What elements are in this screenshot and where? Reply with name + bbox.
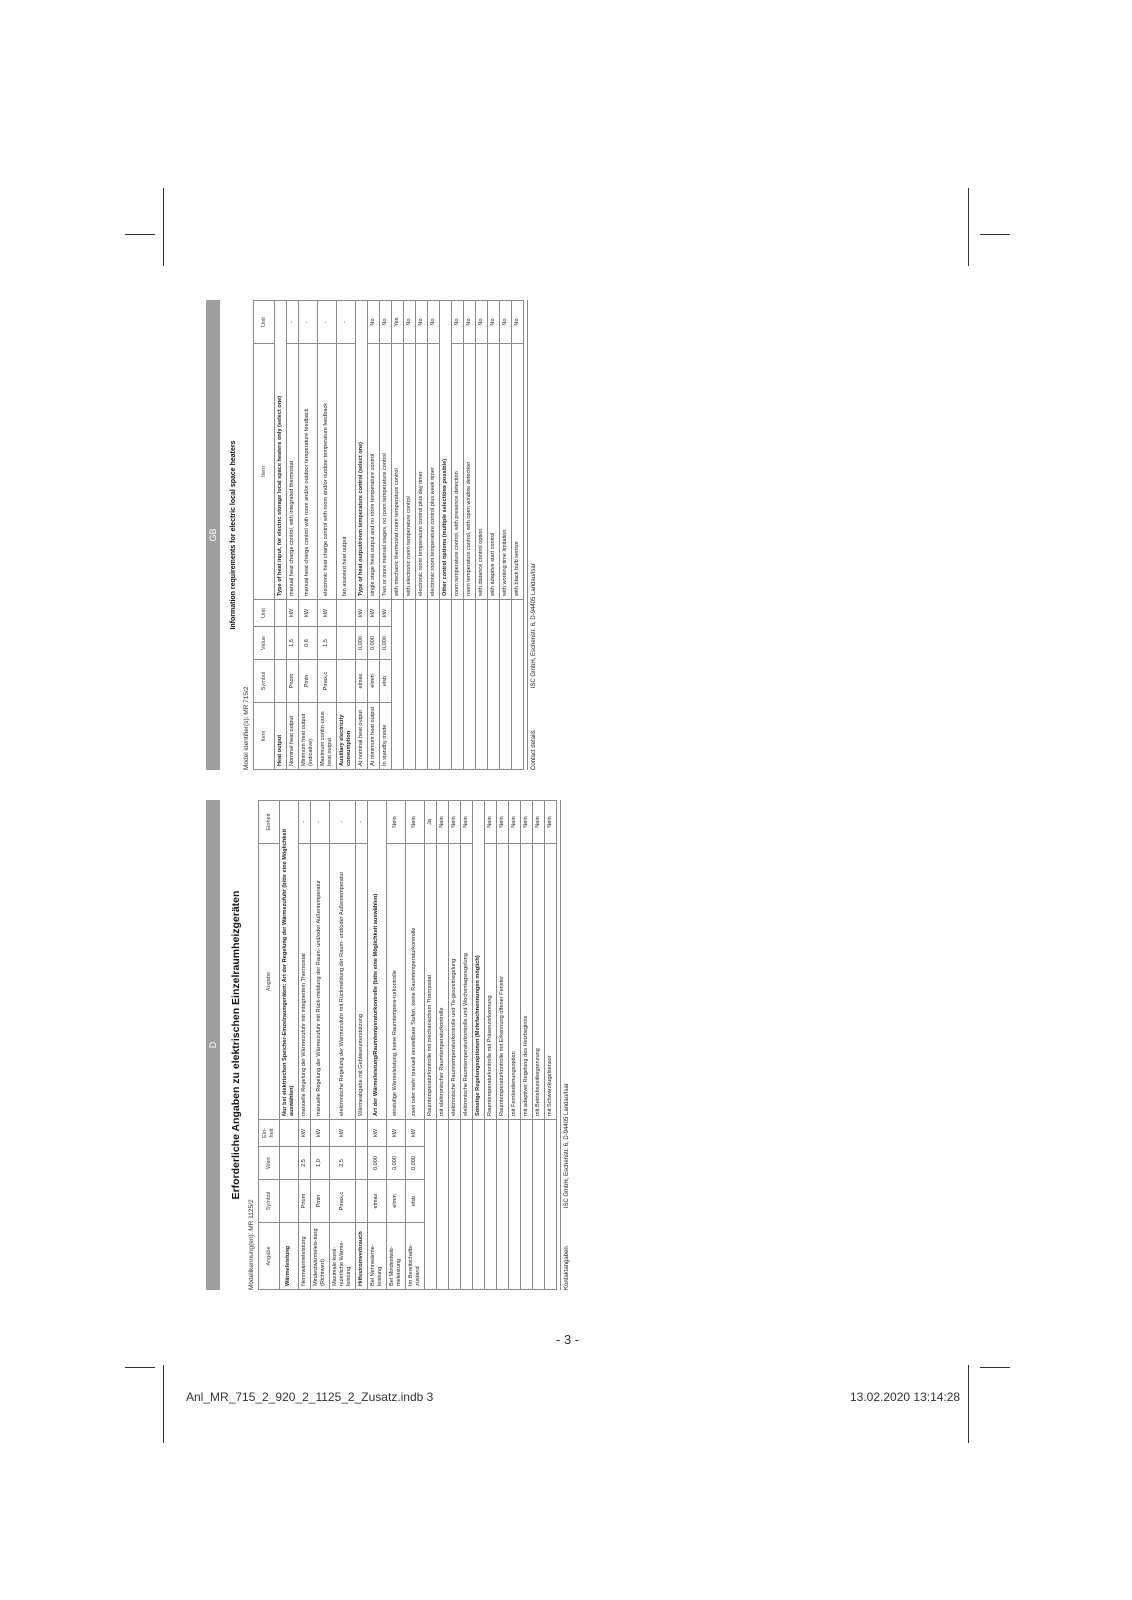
table-row [460,801,472,1290]
crop-mark [968,188,969,266]
row-answer: - [355,801,367,844]
row-option: einstufige Wärmeleistung, keine Raumtempera-turkontrolle [386,844,405,1120]
row-symbol: elmax [367,1180,386,1223]
german-section [206,800,896,1290]
row-value: 0,000 [367,1147,386,1180]
section-type: Type of heat output/room temperature control (select one) [355,301,367,600]
row-label: Minimum heat output (indicative) [298,703,317,770]
row-value: 2,5 [298,1147,310,1180]
row-option: zwei oder mehr manuell einstellbare Stufen, keine Raumtemperaturkontrolle [405,844,424,1120]
contact-label: Kontaktangaben [563,1246,570,1290]
header-angabe: Angabe [259,1223,280,1290]
row-answer: Nein [520,801,532,844]
row-unit: kW [386,1120,405,1147]
row-answer: No [499,301,511,344]
row-unit: kW [286,600,298,627]
row-answer: - [317,301,336,344]
table-row [355,301,367,770]
row-option: fan assisted heat output [336,344,355,600]
row-value: 2,5 [329,1147,355,1180]
row-option: electronic heat charge control with room and/or outdoor temperature feedback [317,344,336,600]
row-value: 0,000 [367,627,379,660]
row-option: Two or more manual stages, no room temperature control [379,344,391,600]
row-option: electronic room temperature control plus week timer [427,344,439,600]
english-section [206,300,896,770]
table-row [475,301,487,770]
german-table [258,800,557,1290]
section-heat: Wärmeleistung [280,1223,299,1290]
english-title: Information requirements for electric local space heaters [230,440,237,630]
row-answer: Nein [460,801,472,844]
row-option: with electronic room temperature control [403,344,415,600]
german-contact [560,800,570,1290]
row-label: Nennwärmeleistung [298,1223,310,1290]
row-answer: No [427,301,439,344]
table-row [484,801,496,1290]
table-row [386,801,405,1290]
row-symbol: Pmax,c [317,660,336,703]
row-answer: Ja [424,801,436,844]
row-answer: Nein [436,801,448,844]
row-label: At minimum heat output [367,703,379,770]
table-row [544,801,556,1290]
row-answer: Nein [532,801,544,844]
row-unit: kW [298,600,317,627]
row-label: Maximum contin-uous heat output [317,703,336,770]
row-answer: - [336,301,355,344]
row-option: single stage heat output and no room temperature control [367,344,379,600]
row-option: mit elektronischer Raumtemperaturkontrolle [436,844,448,1120]
row-symbol: Pmin [298,660,317,703]
row-unit: kW [367,1120,386,1147]
row-symbol: elmax [355,660,367,703]
crop-mark [125,234,155,235]
german-band: D [206,800,220,1290]
row-option: with black bulb sensor [511,344,523,600]
row-option: with working time limitation [499,344,511,600]
table-row [499,301,511,770]
row-label: Bei Nennwärme-leistung [367,1223,386,1290]
table-row [355,801,367,1290]
header-item: Item [254,703,275,770]
row-option: manuelle Regelung der Wärmezufuhr mit Rück-meldung der Raum- und/oder Außentemperatur [310,844,329,1120]
table-row [532,801,544,1290]
row-option: mit Betriebszeitbegrenzung [532,844,544,1120]
section-other: Sonstige Regelungsoptionen (Mehrfachnennungen möglich) [472,801,484,1120]
row-unit: kW [355,600,367,627]
table-row [463,301,475,770]
row-answer: - [329,801,355,844]
table-row [310,801,329,1290]
row-symbol: elmin [367,660,379,703]
section-type: Art der Wärmeleistung/Raumtemperaturkontrolle (bitte eine Möglichkeit auswählen) [367,801,386,1120]
section-aux: Auxiliary electricity consumption [336,703,355,770]
row-unit: kW [367,600,379,627]
row-answer: Nein [386,801,405,844]
english-contact [527,300,537,770]
row-label: Mindestwärmeleis-tung (Richtwert) [310,1223,329,1290]
row-symbol: elsb [405,1180,424,1223]
row-option: manual heat charge control with room and/or outdoor temperature feedback [298,344,317,600]
row-unit: kW [298,1120,310,1147]
row-answer: No [379,301,391,344]
table-row [367,801,386,1290]
contact-value: ISC GmbH, Eschenstr. 6, D-94405 Landau/Isar [563,1083,570,1209]
row-value: 0,000 [405,1147,424,1180]
table-row [367,301,379,770]
table-row [403,301,415,770]
row-label: Nominal heat output [286,703,298,770]
header-einheit-short: Ein- heit [259,1120,280,1147]
row-answer: Nein [496,801,508,844]
row-label: Bei Mindestwär-meleistung [386,1223,405,1290]
row-option: with distance control option [475,344,487,600]
row-value: 0,6 [298,627,317,660]
header-einheit: Einheit [259,801,280,844]
row-option: elektronische Raumtemperaturkontrolle und Ta-geszeitregelung [448,844,460,1120]
row-answer: No [463,301,475,344]
row-symbol: Pnom [286,660,298,703]
table-row [415,301,427,770]
table-row [436,801,448,1290]
table-row [298,301,317,770]
row-value: 0,000 [379,627,391,660]
row-answer: Nein [484,801,496,844]
row-unit: kW [405,1120,424,1147]
section-heat-input: Type of heat input, for electric storage local space heaters only (select one) [275,301,287,600]
row-symbol: Pmax,c [329,1180,355,1223]
row-option: Raumtemperaturkontrolle mit mechanischem Thermostat [424,844,436,1120]
section-aux: Hilfsstromverbrauch [355,1223,367,1290]
table-row [424,801,436,1290]
row-answer: No [511,301,523,344]
section-other: Other control options (multiple selections possible) [439,301,451,600]
section-heat: Heat output [275,703,287,770]
row-answer: - [286,301,298,344]
english-band: GB [206,300,220,770]
header-symbol: Symbol [259,1180,280,1223]
table-row [427,301,439,770]
contact-label: Contact details [530,730,537,770]
row-answer: Nein [405,801,424,844]
table-row [448,801,460,1290]
row-option: mit Schwarzkugelsensor [544,844,556,1120]
row-option: with adaptive start control [487,344,499,600]
table-row [405,801,424,1290]
table-row [317,301,336,770]
row-unit: kW [379,600,391,627]
row-answer: - [298,801,310,844]
row-answer: No [415,301,427,344]
row-option: electronic room temperature control plus day timer [415,344,427,600]
footer-filename: Anl_MR_715_2_920_2_1125_2_Zusatz.indb 3 [186,1390,434,1404]
header-unit2: Unit [254,301,275,344]
row-option: elektronische Regelung der Wärmezufuhr mit Rückmeldung der Raum- und/oder Außentemperatur [329,844,355,1120]
row-answer: Nein [544,801,556,844]
crop-mark [980,1367,1010,1368]
row-option: elektronische Raumtemperaturkontrolle und Wochentagsregelung [460,844,472,1120]
header-item2: Item [254,344,275,600]
header-wert: Wert [259,1147,280,1180]
table-row [511,301,523,770]
table-row [439,301,451,770]
row-answer: No [451,301,463,344]
table-row [496,801,508,1290]
crop-mark [125,1367,155,1368]
crop-mark [980,234,1010,235]
table-row [379,301,391,770]
row-answer: No [487,301,499,344]
row-symbol: elmin [386,1180,405,1223]
row-answer: Nein [508,801,520,844]
row-label: Maximale konti-nuierliche Wärme-leistung [329,1223,355,1290]
header-symbol: Symbol [254,660,275,703]
row-label: Im Bereitschafts-zustand [405,1223,424,1290]
german-title: Erforderliche Angaben zu elektrischen Einzelraumheizgeräten [230,890,242,1200]
row-option: Raumtemperaturkontrolle mit Präsenzerkennung [484,844,496,1120]
header-angabe2: Angabe [259,844,280,1120]
contact-value: ISC GmbH, Eschenstr. 6, D-94405 Landau/Isar [530,563,537,689]
row-unit: kW [310,1120,329,1147]
row-answer: Nein [448,801,460,844]
row-value: 0,000 [386,1147,405,1180]
row-label: In standby mode [379,703,391,770]
row-option: Wärmeabgabe mit Gebläseunterstützung [355,844,367,1120]
crop-mark [968,1365,969,1443]
english-table [253,300,524,770]
row-value: 1,5 [317,627,336,660]
row-symbol: Pnom [298,1180,310,1223]
table-row [487,301,499,770]
row-option: mit adaptiver Regelung des Heizbeginns [520,844,532,1120]
table-row [286,301,298,770]
section-heat-input: Nur bei elektrischen Speicher-Einzelraumgeräten: Art der Regelung der Wärmezufuhr (bitte eine Möglichkeit auswählen) [280,801,299,1120]
row-option: Raumtemperaturkontrolle mit Erkennung offener Fenster [496,844,508,1120]
header-unit: Unit [254,600,275,627]
english-model: Model identifier(s): MR 715/2 [243,686,250,770]
row-answer: No [475,301,487,344]
table-row [391,301,403,770]
header-value: Value [254,627,275,660]
table-row [298,801,310,1290]
footer-datetime: 13.02.2020 13:14:28 [850,1390,961,1404]
row-unit: kW [317,600,336,627]
table-row [451,301,463,770]
row-answer: Yes [391,301,403,344]
table-row [520,801,532,1290]
row-option: manuelle Regelung der Wärmezufuhr mit integriertem Thermostat [298,844,310,1120]
row-unit: kW [329,1120,355,1147]
row-answer: No [367,301,379,344]
crop-mark [163,188,164,266]
table-row [329,801,355,1290]
german-model: Modellkennung(en): MR 1125/2 [248,1199,255,1290]
row-symbol: elsb [379,660,391,703]
row-symbol: Pmin [310,1180,329,1223]
row-answer: - [310,801,329,844]
row-value: 0,000 [355,627,367,660]
row-option: manual heat charge control, with integrated thermostat [286,344,298,600]
row-option: room temperature control, with presence detection [451,344,463,600]
table-row [508,801,520,1290]
page-number: - 3 - [556,1332,580,1347]
row-value: 1,0 [310,1147,329,1180]
table-row [336,301,355,770]
crop-mark [163,1365,164,1443]
row-option: room temperature control, with open window detection [463,344,475,600]
row-value: 1,5 [286,627,298,660]
row-option: mit Fernbedienungsoption [508,844,520,1120]
table-row [472,801,484,1290]
row-option: with mechanic thermostat room temperature control [391,344,403,600]
row-label: At nominal heat output [355,703,367,770]
row-answer: No [403,301,415,344]
row-answer: - [298,301,317,344]
